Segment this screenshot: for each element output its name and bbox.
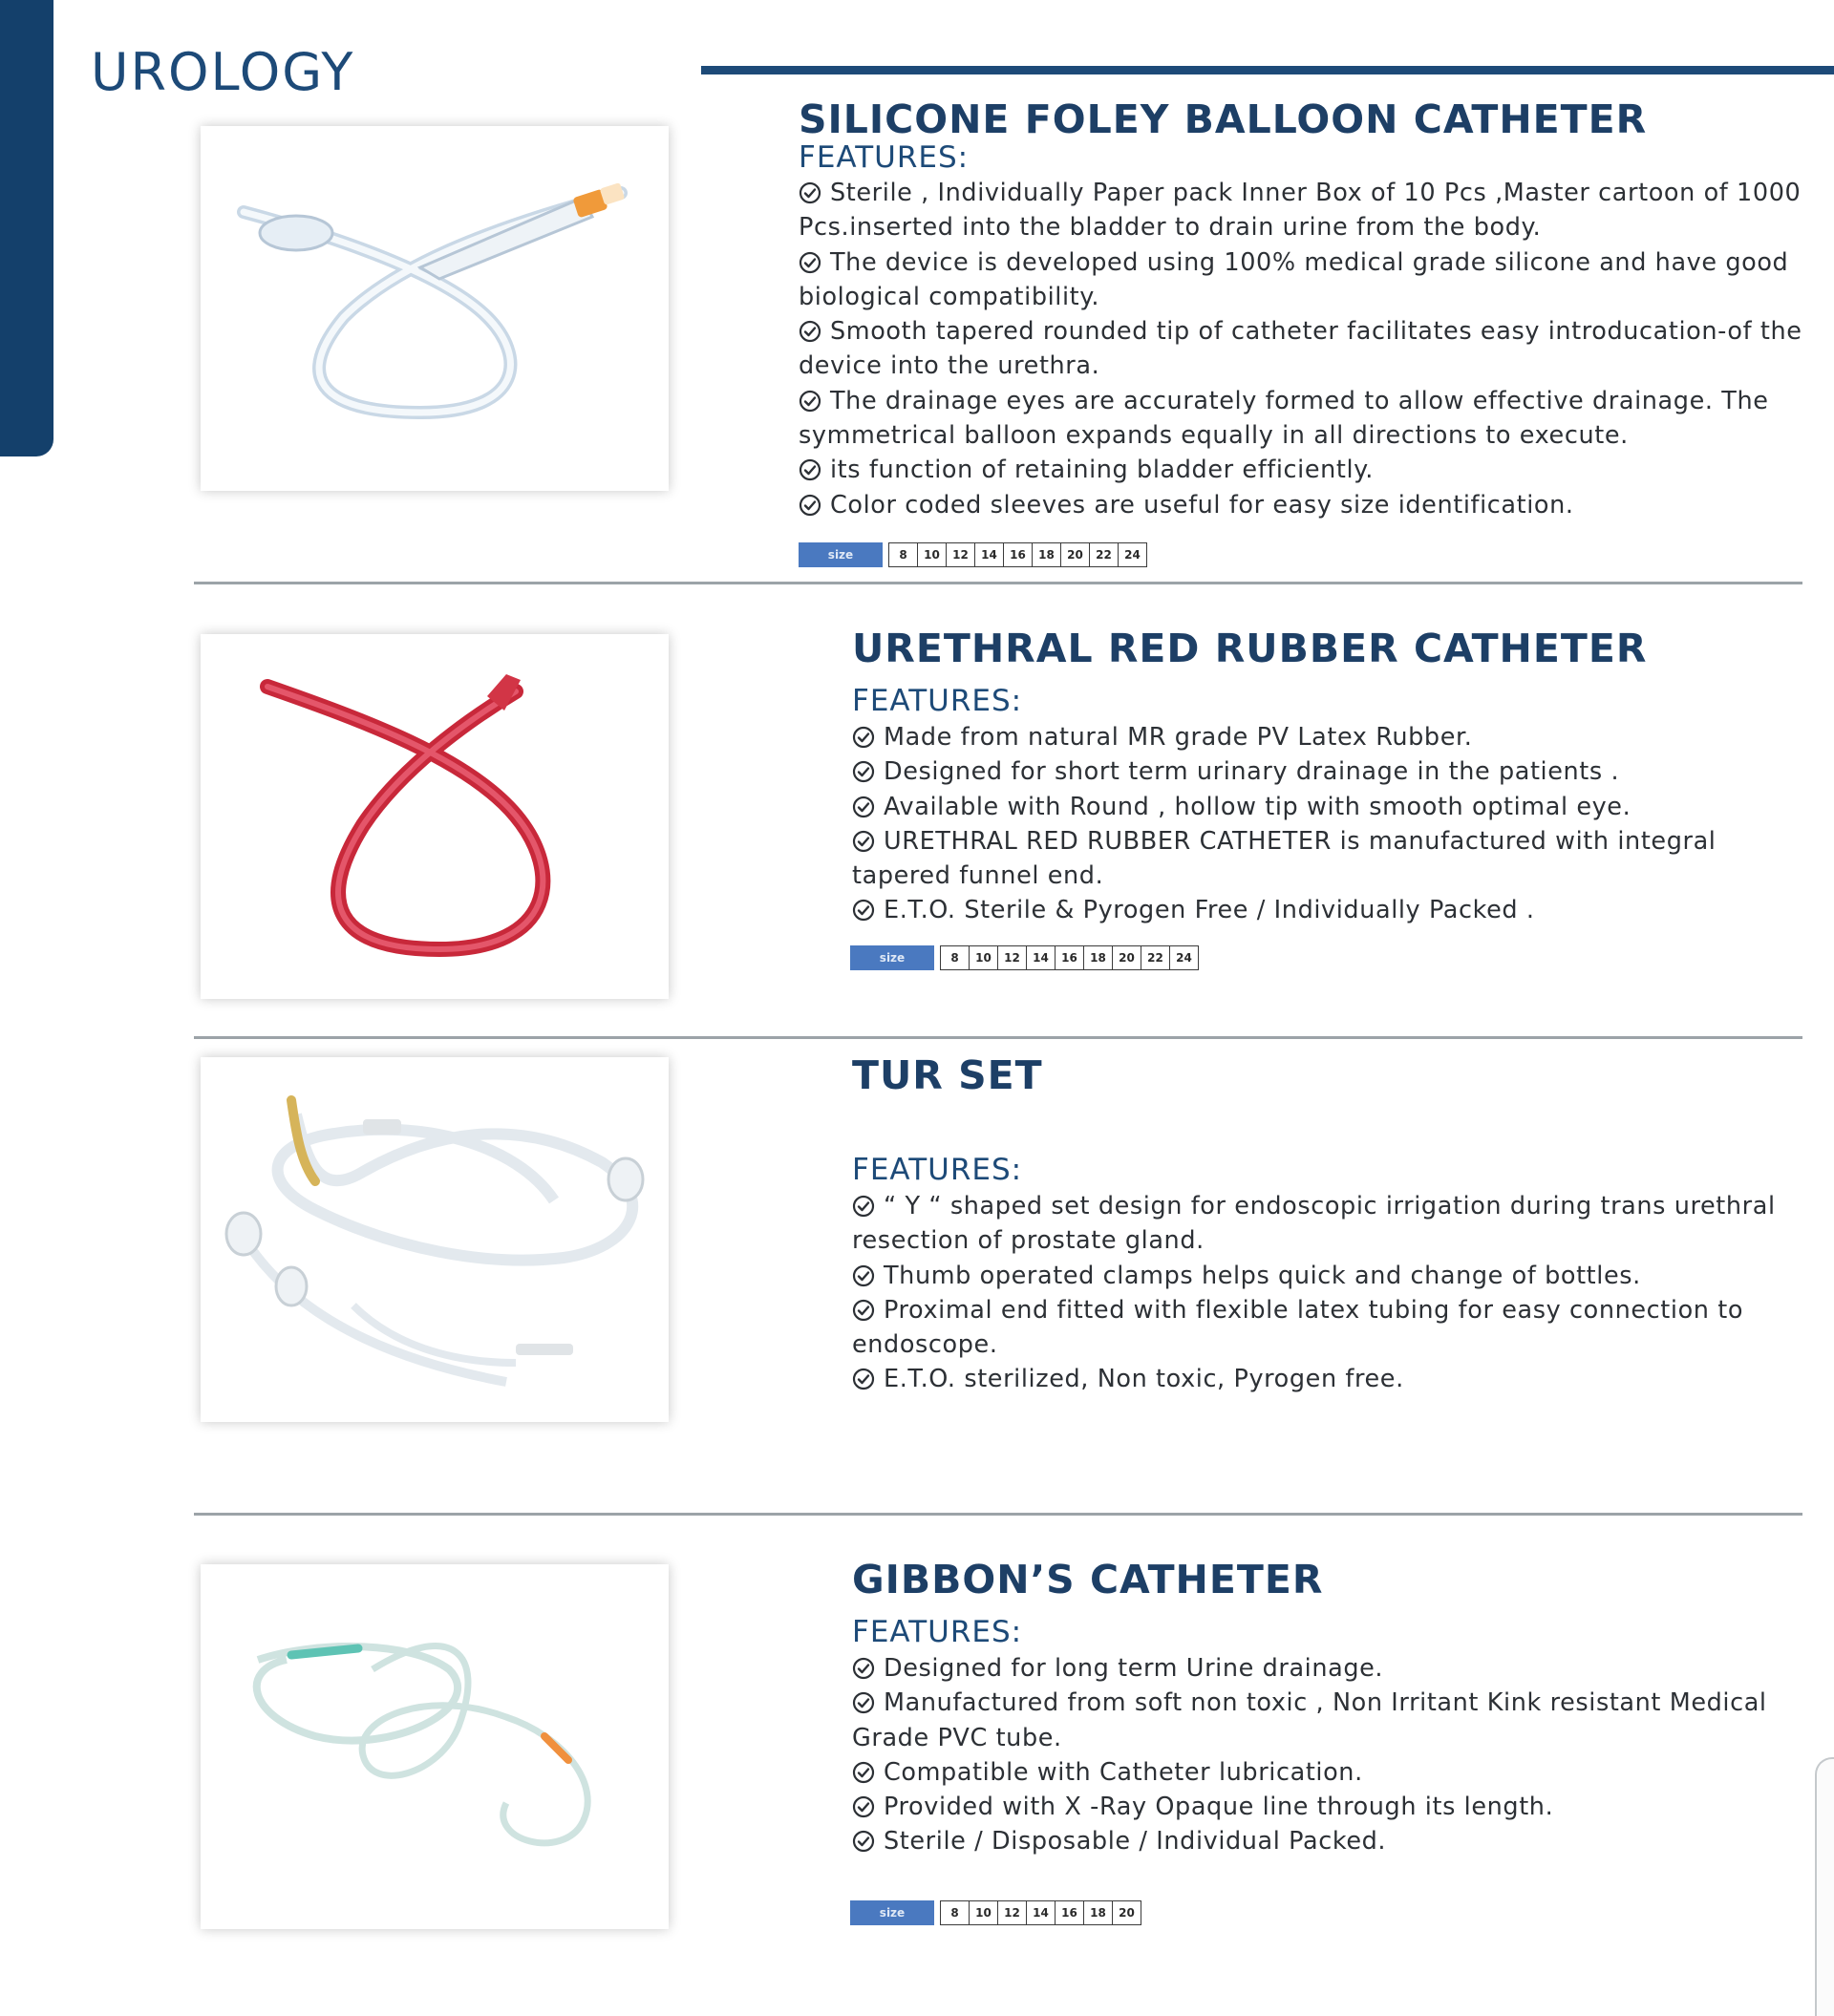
size-cell: 24 [1119,543,1147,566]
check-circle-icon [852,899,875,922]
product-photo-red-rubber [201,634,669,999]
check-circle-icon [852,726,875,749]
section-divider [194,1513,1802,1516]
check-circle-icon [852,1264,875,1287]
check-circle-icon [852,1691,875,1714]
product-title: SILICONE FOLEY BALLOON CATHETER [799,96,1648,142]
size-cell: 18 [1084,1901,1113,1924]
check-circle-icon [799,251,821,274]
check-circle-icon [852,1657,875,1680]
check-circle-icon [852,796,875,818]
feature-list [799,176,1813,522]
size-cell: 12 [998,946,1027,969]
side-accent-bar [0,0,53,456]
feature-item: “ Y “ shaped set design for endoscopic irrigation during trans urethral resection of prostate gland. [852,1192,1776,1256]
feature-list [852,1651,1807,1859]
product-title: URETHRAL RED RUBBER CATHETER [852,626,1648,671]
size-label: size [799,542,883,567]
check-circle-icon [852,760,875,783]
size-cell: 20 [1113,946,1141,969]
size-cell: 18 [1084,946,1113,969]
feature-item: Designed for short term urinary drainage in the patients . [852,754,1807,789]
page-curl-edge [1815,1757,1834,2016]
size-cell: 16 [1056,946,1084,969]
size-cell: 8 [889,543,918,566]
feature-item: Sterile , Individually Paper pack Inner Box of 10 Pcs ,Master cartoon of 1000 Pcs.inserted into the bladder to drain urine from the body. [799,179,1802,243]
feature-item: Designed for long term Urine drainage. [852,1651,1807,1686]
size-cell: 16 [1056,1901,1084,1924]
size-cell: 12 [947,543,975,566]
size-cell: 16 [1004,543,1033,566]
product-photo-silicone-foley [201,126,669,491]
features-label: FEATURES: [852,684,1023,718]
check-circle-icon [799,320,821,343]
size-cell: 14 [1027,1901,1056,1924]
feature-list [852,720,1807,928]
size-label: size [850,1900,934,1925]
size-cell: 14 [975,543,1004,566]
product-title: TUR SET [852,1052,1043,1098]
check-circle-icon [852,1368,875,1390]
feature-item: Compatible with Catheter lubrication. [852,1755,1807,1790]
product-photo-tur-set [201,1057,669,1422]
size-cell: 8 [941,946,970,969]
feature-item: Proximal end fitted with flexible latex tubing for easy connection to endoscope. [852,1295,1744,1360]
size-cell: 18 [1033,543,1061,566]
size-cell: 10 [970,946,998,969]
category-title: UROLOGY [91,42,355,102]
feature-item: E.T.O. sterilized, Non toxic, Pyrogen free. [852,1362,1807,1396]
size-cells [940,945,1199,970]
size-table [850,1900,1141,1925]
size-table [799,542,1147,567]
check-circle-icon [852,1761,875,1784]
check-circle-icon [852,1795,875,1818]
product-title: GIBBON’S CATHETER [852,1557,1324,1602]
size-cell: 10 [970,1901,998,1924]
section-divider [194,1036,1802,1039]
size-cell: 10 [918,543,947,566]
features-label: FEATURES: [852,1153,1023,1187]
size-cell: 20 [1113,1901,1141,1924]
size-cell: 22 [1141,946,1170,969]
check-circle-icon [852,830,875,853]
check-circle-icon [852,1830,875,1853]
size-cell: 8 [941,1901,970,1924]
feature-item: its function of retaining bladder efficiently. [799,453,1813,487]
feature-list [852,1189,1807,1397]
section-divider [194,582,1802,584]
size-table [850,945,1199,970]
size-cell: 24 [1170,946,1199,969]
features-label: FEATURES: [852,1615,1023,1649]
size-label: size [850,945,934,970]
feature-item: Smooth tapered rounded tip of catheter facilitates easy introducation-of the device into the urethra. [799,317,1802,381]
feature-item: URETHRAL RED RUBBER CATHETER is manufactured with integral tapered funnel end. [852,826,1717,891]
feature-item: Color coded sleeves are useful for easy size identification. [799,488,1813,522]
size-cells [940,1900,1141,1925]
size-cell: 22 [1090,543,1119,566]
check-circle-icon [799,494,821,517]
check-circle-icon [799,181,821,204]
check-circle-icon [852,1299,875,1322]
size-cell: 12 [998,1901,1027,1924]
size-cell: 14 [1027,946,1056,969]
feature-item: Made from natural MR grade PV Latex Rubber. [852,720,1807,754]
check-circle-icon [852,1195,875,1218]
check-circle-icon [799,390,821,413]
size-cell: 20 [1061,543,1090,566]
features-label: FEATURES: [799,140,970,175]
feature-item: Available with Round , hollow tip with smooth optimal eye. [852,790,1807,824]
header-rule [701,66,1834,74]
feature-item: Sterile / Disposable / Individual Packed. [852,1824,1807,1858]
size-cells [888,542,1147,567]
feature-item: Provided with X -Ray Opaque line through its length. [852,1790,1807,1824]
feature-item: E.T.O. Sterile & Pyrogen Free / Individually Packed . [852,893,1807,927]
feature-item: The device is developed using 100% medical grade silicone and have good biological compatibility. [799,247,1789,311]
feature-item: Thumb operated clamps helps quick and change of bottles. [852,1259,1807,1293]
check-circle-icon [799,458,821,481]
feature-item: Manufactured from soft non toxic , Non Irritant Kink resistant Medical Grade PVC tube. [852,1688,1767,1752]
product-photo-gibbons [201,1564,669,1929]
feature-item: The drainage eyes are accurately formed to allow effective drainage. The symmetrical balloon expands equally in all directions to execute. [799,386,1769,451]
